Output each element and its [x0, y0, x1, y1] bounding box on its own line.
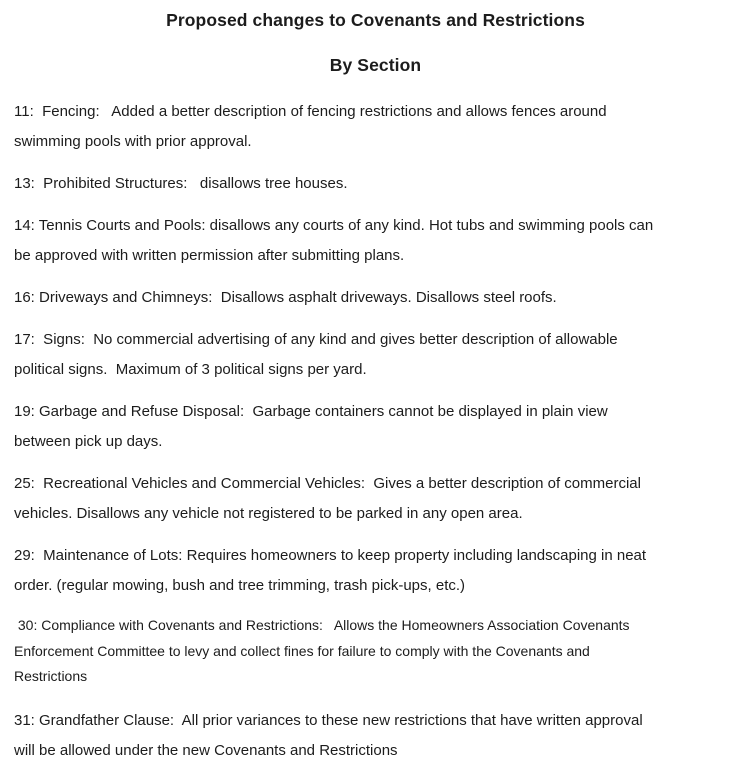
- paragraph-line: between pick up days.: [14, 433, 163, 450]
- paragraph-line: swimming pools with prior approval.: [14, 133, 252, 150]
- paragraph-section-17: [14, 325, 737, 385]
- paragraph-section-19: [14, 397, 737, 457]
- paragraph-line: 13: Prohibited Structures: disallows tree houses.: [14, 175, 348, 192]
- paragraph-line: 29: Maintenance of Lots: Requires homeowners to keep property including landscaping in neat: [14, 547, 647, 564]
- document-body: [14, 97, 737, 766]
- paragraph-line: 19: Garbage and Refuse Disposal: Garbage containers cannot be displayed in plain view: [14, 403, 608, 420]
- paragraph-line: 11: Fencing: Added a better description of fencing restrictions and allows fences around: [14, 103, 607, 120]
- paragraph-section-29: [14, 541, 737, 601]
- paragraph-line: 14: Tennis Courts and Pools: disallows any courts of any kind. Hot tubs and swimming pools can: [14, 217, 654, 234]
- document-title: Proposed changes to Covenants and Restrictions: [166, 10, 585, 30]
- paragraph-section-14: [14, 211, 737, 271]
- paragraph-line: 25: Recreational Vehicles and Commercial Vehicles: Gives a better description of commercial: [14, 475, 641, 492]
- paragraph-line: be approved with written permission after submitting plans.: [14, 247, 405, 264]
- paragraph-line: order. (regular mowing, bush and tree trimming, trash pick-ups, etc.): [14, 577, 466, 594]
- paragraph-line: 30: Compliance with Covenants and Restrictions: Allows the Homeowners Association Covenants: [14, 617, 630, 633]
- paragraph-line: will be allowed under the new Covenants and Restrictions: [14, 741, 398, 759]
- paragraph-line: Enforcement Committee to levy and collect fines for failure to comply with the Covenants and: [14, 642, 590, 659]
- paragraph-section-11: [14, 97, 737, 157]
- paragraph-line: 17: Signs: No commercial advertising of any kind and gives better description of allowable: [14, 331, 618, 348]
- document-subtitle: By Section: [329, 55, 422, 75]
- paragraph-line: 16: Driveways and Chimneys: Disallows asphalt driveways. Disallows steel roofs.: [14, 289, 557, 306]
- paragraph-line: vehicles. Disallows any vehicle not registered to be parked in any open area.: [14, 505, 523, 522]
- paragraph-line: political signs. Maximum of 3 political signs per yard.: [14, 361, 367, 378]
- paragraph-line: 31: Grandfather Clause: All prior variances to these new restrictions that have written approval: [14, 711, 643, 729]
- paragraph-section-16: [14, 283, 737, 313]
- paragraph-section-13: [14, 169, 737, 199]
- paragraph-section-25: [14, 469, 737, 529]
- paragraph-section-31: [14, 706, 737, 766]
- paragraph-line: Restrictions: [14, 668, 88, 684]
- paragraph-section-30: [14, 613, 737, 690]
